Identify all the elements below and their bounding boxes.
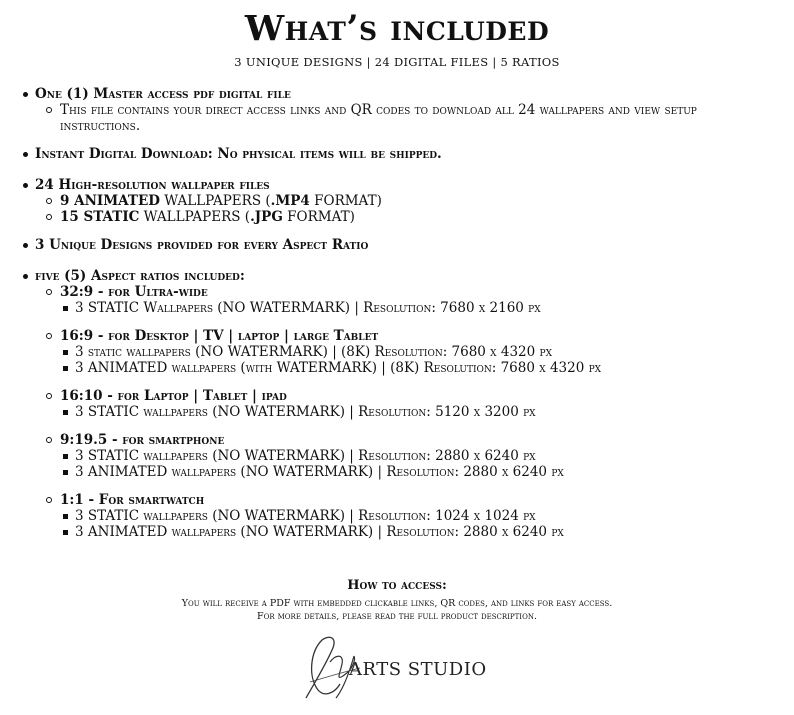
ratio-label: 9:19.5 - for smartphone <box>60 432 225 448</box>
ratio-spec: 3 static wallpapers (NO WATERMARK) | (8K) Resolution: 7680 x 4320 px <box>60 344 780 360</box>
list-item-label: Instant Digital Download: No physical items will be shipped. <box>35 146 442 162</box>
ratio-spec: 3 STATIC wallpapers (NO WATERMARK) | Resolution: 5120 x 3200 px <box>60 404 780 420</box>
ratio-16-10 <box>35 388 780 420</box>
ratio-spec: 3 STATIC Wallpapers (NO WATERMARK) | Resolution: 7680 x 2160 px <box>60 300 780 316</box>
animated-text-end: FORMAT) <box>309 193 382 209</box>
list-item-instant-download <box>20 146 780 162</box>
ratio-32-9 <box>35 284 780 316</box>
ratio-16-9 <box>35 328 780 376</box>
ratio-spec: 3 ANIMATED wallpapers (NO WATERMARK) | Resolution: 2880 x 6240 px <box>60 524 780 540</box>
access-note-line1: You will receive a PDF with embedded clickable links, QR codes, and links for easy access. <box>181 598 613 609</box>
ratio-1-1 <box>35 492 780 540</box>
ratio-label: 1:1 - For smartwatch <box>60 492 205 508</box>
how-to-access-heading: How to access: <box>347 578 447 593</box>
list-item-master-file <box>20 86 780 134</box>
list-item-label: 24 High-resolution wallpaper files <box>35 177 270 193</box>
list-item-aspect-ratios <box>20 268 780 540</box>
animated-format: .MP4 <box>270 193 310 209</box>
list-item-label: One (1) Master access pdf digital file <box>35 86 291 102</box>
brand-name: ARTS STUDIO <box>349 659 487 680</box>
feature-list <box>20 86 780 555</box>
static-files-item <box>35 209 780 225</box>
list-item-wallpaper-files <box>20 177 780 225</box>
animated-count: 9 ANIMATED <box>60 193 160 209</box>
master-file-description: This file contains your direct access links and QR codes to download all 24 wallpapers and view setup instructions. <box>35 102 780 134</box>
animated-text: WALLPAPERS ( <box>159 193 271 209</box>
static-text: WALLPAPERS ( <box>139 209 251 225</box>
static-format: .JPG <box>250 209 283 225</box>
animated-files-item <box>35 193 780 209</box>
list-item-unique-designs <box>20 237 780 253</box>
access-note-line2: For more details, please read the full product description. <box>257 611 537 622</box>
ratio-spec: 3 STATIC wallpapers (NO WATERMARK) | Resolution: 1024 x 1024 px <box>60 508 780 524</box>
page-title: What’s included <box>244 8 550 49</box>
page-subtitle: 3 UNIQUE DESIGNS | 24 DIGITAL FILES | 5 RATIOS <box>234 55 560 69</box>
ratio-label: 32:9 - for Ultra-wide <box>60 284 208 300</box>
list-item-label: five (5) Aspect ratios included: <box>35 268 245 284</box>
list-item-label: 3 Unique Designs provided for every Aspect Ratio <box>35 237 369 253</box>
ratio-9-19-5 <box>35 432 780 480</box>
ratio-spec: 3 ANIMATED wallpapers (NO WATERMARK) | Resolution: 2880 x 6240 px <box>60 464 780 480</box>
static-text-end: FORMAT) <box>282 209 355 225</box>
ratio-spec: 3 ANIMATED wallpapers (with WATERMARK) | (8K) Resolution: 7680 x 4320 px <box>60 360 780 376</box>
ratio-label: 16:10 - for Laptop | Tablet | ipad <box>60 388 287 404</box>
static-count: 15 STATIC <box>60 209 140 225</box>
ratio-spec: 3 STATIC wallpapers (NO WATERMARK) | Resolution: 2880 x 6240 px <box>60 448 780 464</box>
ratio-label: 16:9 - for Desktop | TV | laptop | large Tablet <box>60 328 379 344</box>
